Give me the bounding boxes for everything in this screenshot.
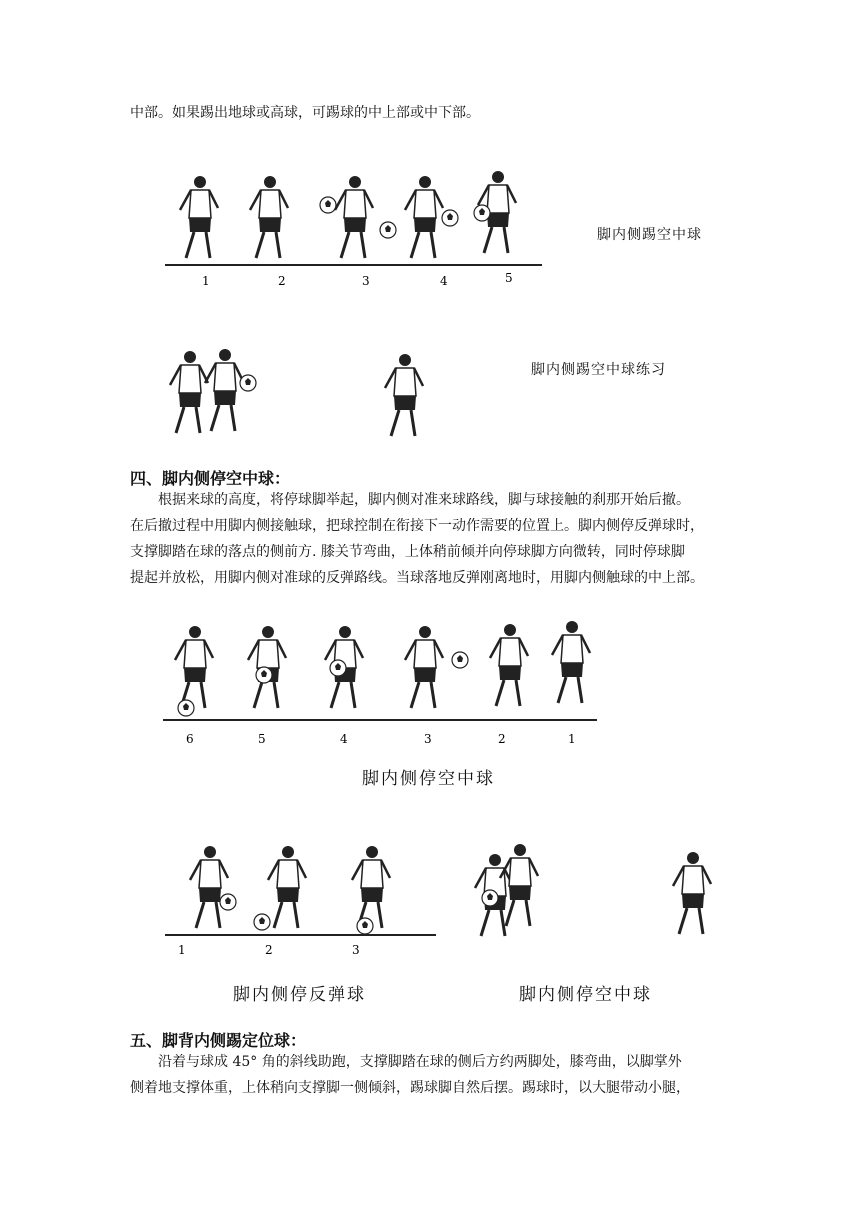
fig1-num-4: 4 bbox=[440, 274, 448, 288]
fig1-num-3: 3 bbox=[362, 274, 370, 288]
fig3-caption: 脚内侧停空中球 bbox=[362, 769, 495, 789]
section5-body bbox=[130, 1049, 740, 1101]
section4-line-2: 在后撤过程中用脚内侧接触球，把球控制在衔接下一动作需要的位置上。脚内侧停反弹球时， bbox=[130, 518, 704, 534]
fig1-num-1: 1 bbox=[202, 274, 210, 288]
section5-heading: 五、脚背内侧踢定位球： bbox=[130, 1031, 307, 1050]
fig3-num-3: 3 bbox=[424, 732, 432, 746]
fig4-num-2: 2 bbox=[265, 943, 273, 957]
fig4-num-3: 3 bbox=[352, 943, 360, 957]
section4-line-3: 支撑脚踏在球的落点的侧前方. 膝关节弯曲，上体稍前倾并向停球脚方向微转，同时停球脚 bbox=[130, 544, 685, 560]
section4-heading: 四、脚内侧停空中球： bbox=[130, 469, 291, 488]
section4-line-4: 提起并放松，用脚内侧对准球的反弹路线。当球落地反弹刚离地时，用脚内侧触球的中上部。 bbox=[130, 570, 704, 586]
figure-trap-bounce bbox=[160, 810, 440, 960]
fig3-num-6: 6 bbox=[186, 732, 194, 746]
fig1-caption: 脚内侧踢空中球 bbox=[597, 227, 702, 243]
fig4-caption: 脚内侧停反弹球 bbox=[233, 985, 366, 1005]
section5-line-2: 侧着地支撑体重，上体稍向支撑脚一侧倾斜，踢球脚自然后摆。踢球时，以大腿带动小腿， bbox=[130, 1080, 690, 1096]
fig1-num-5: 5 bbox=[505, 271, 513, 285]
section5-line-1: 沿着与球成 45° 角的斜线助跑，支撑脚踏在球的侧后方约两脚处，膝弯曲，以脚掌外 bbox=[158, 1054, 682, 1070]
figure-kick-sequence bbox=[160, 135, 550, 295]
fig3-num-4: 4 bbox=[340, 732, 348, 746]
fig3-num-1: 1 bbox=[568, 732, 576, 746]
fig5-caption: 脚内侧停空中球 bbox=[519, 985, 652, 1005]
section4-line-1: 根据来球的高度，将停球脚举起，脚内侧对准来球路线，脚与球接触的刹那开始后撤。 bbox=[158, 492, 690, 508]
figure-trap-air-practice bbox=[465, 810, 715, 960]
fig3-num-5: 5 bbox=[258, 732, 266, 746]
fig2-caption: 脚内侧踢空中球练习 bbox=[531, 362, 666, 378]
figure-trap-sequence bbox=[160, 590, 600, 750]
fig4-num-1: 1 bbox=[178, 943, 186, 957]
fig3-num-2: 2 bbox=[498, 732, 506, 746]
section4-body bbox=[130, 487, 740, 591]
fig1-num-2: 2 bbox=[278, 274, 286, 288]
figure-kick-practice bbox=[160, 315, 430, 450]
top-text-line: 中部。如果踢出地球或高球，可踢球的中上部或中下部。 bbox=[130, 105, 480, 121]
